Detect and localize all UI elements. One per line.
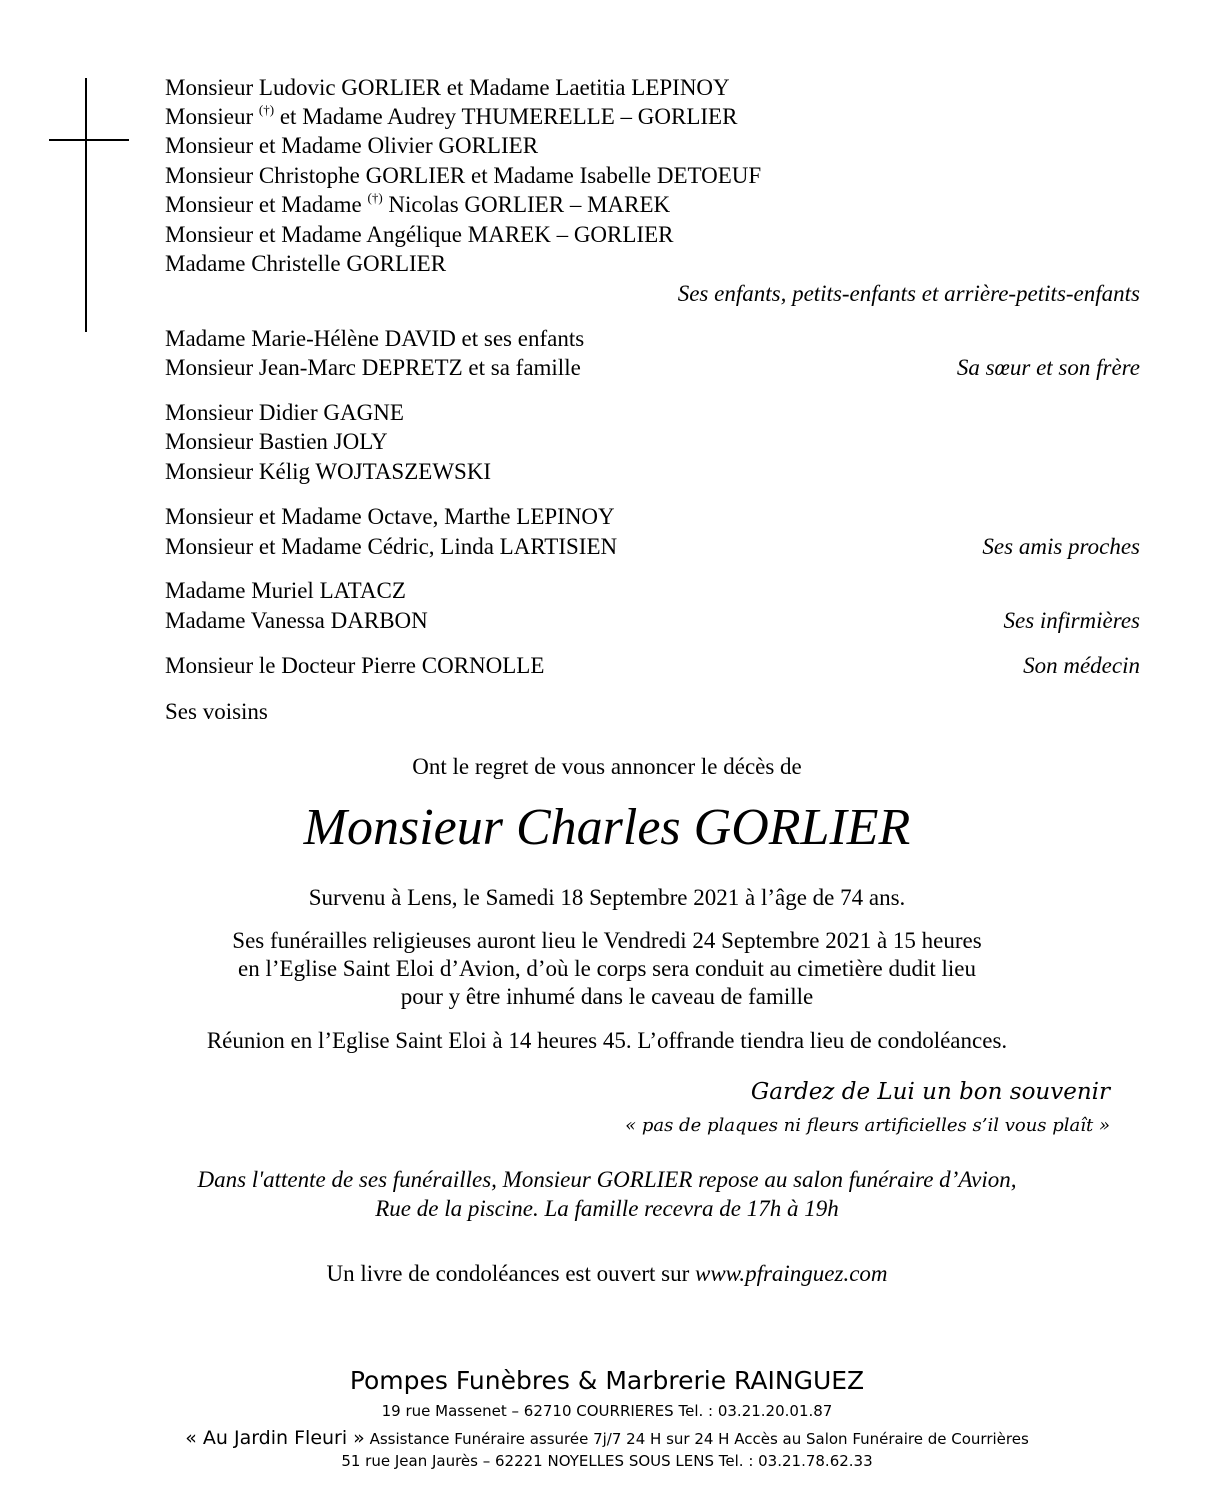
death-text: Survenu à Lens, le Samedi 18 Septembre 2021 à l’âge de 74 ans. <box>308 885 906 910</box>
family-line: Madame Christelle GORLIER <box>165 251 447 276</box>
relation-label: Sa sœur et son frère <box>956 355 1140 380</box>
family-line: Monsieur et Madame Cédric, Linda LARTISIEN <box>165 534 618 559</box>
family-line-part: et Madame Audrey THUMERELLE – GORLIER <box>279 104 738 129</box>
relation-label: Ses amis proches <box>982 534 1140 559</box>
family-line-part: Nicolas GORLIER – MAREK <box>388 192 671 217</box>
family-line: Monsieur Didier GAGNE <box>165 400 404 425</box>
company-name: Pompes Funèbres & Marbrerie RAINGUEZ <box>349 1366 865 1395</box>
services-line <box>0 1426 1214 1451</box>
family-line: Madame Vanessa DARBON <box>165 608 428 633</box>
services-text: Assistance Funéraire assurée 7j/7 24 H sur 24 H Accès au Salon Funéraire de Courrières <box>369 1430 1029 1448</box>
dagger-mark: (†) <box>258 102 275 117</box>
family-line-part: Monsieur <box>165 104 254 129</box>
family-line: Madame Muriel LATACZ <box>165 578 406 603</box>
dagger-mark: (†) <box>367 190 383 205</box>
family-line: Monsieur et Madame Angélique MAREK – GORLIER <box>165 222 674 247</box>
family-line: Ses voisins <box>165 699 268 724</box>
family-line: Monsieur le Docteur Pierre CORNOLLE <box>165 653 545 678</box>
deceased-name: Monsieur Charles GORLIER <box>303 799 911 856</box>
condolence-book-link[interactable]: www.pfrainguez.com <box>695 1261 888 1286</box>
meeting-text: Réunion en l’Eglise Saint Eloi à 14 heures 45. L’offrande tiendra lieu de condoléances. <box>206 1028 1008 1053</box>
rest-line: Dans l'attente de ses funérailles, Monsieur GORLIER repose au salon funéraire d’Avion, <box>197 1167 1017 1192</box>
family-line: Monsieur Bastien JOLY <box>165 429 388 454</box>
address-line: 51 rue Jean Jaurès – 62221 NOYELLES SOUS LENS Tel. : 03.21.78.62.33 <box>341 1452 873 1470</box>
relation-label: Son médecin <box>1023 653 1140 678</box>
family-line: Monsieur Ludovic GORLIER et Madame Laetitia LEPINOY <box>165 75 730 100</box>
family-line: Monsieur et Madame Olivier GORLIER <box>165 133 539 158</box>
jardin-fleuri: « Au Jardin Fleuri » <box>185 1427 365 1449</box>
condolence-book <box>0 1260 1214 1288</box>
relation-label: Ses infirmières <box>1003 608 1140 633</box>
cross-icon-bar <box>49 139 129 141</box>
rest-line: Rue de la piscine. La famille recevra de 17h à 19h <box>375 1196 839 1221</box>
family-line: Monsieur Christophe GORLIER et Madame Isabelle DETOEUF <box>165 163 762 188</box>
family-line: Monsieur Jean-Marc DEPRETZ et sa famille <box>165 355 581 380</box>
relation-label: Ses enfants, petits-enfants et arrière-petits-enfants <box>677 281 1140 306</box>
family-line-part: Monsieur et Madame <box>165 192 362 217</box>
family-line: Monsieur et Madame Octave, Marthe LEPINOY <box>165 504 615 529</box>
motto: Gardez de Lui un bon souvenir <box>750 1079 1110 1105</box>
condolence-book-text: Un livre de condoléances est ouvert sur <box>326 1261 690 1286</box>
family-line: Madame Marie-Hélène DAVID et ses enfants <box>165 326 585 351</box>
funeral-line: Ses funérailles religieuses auront lieu le Vendredi 24 Septembre 2021 à 15 heures <box>232 928 982 953</box>
cross-icon <box>85 78 87 332</box>
address-line: 19 rue Massenet – 62710 COURRIERES Tel. : 03.21.20.01.87 <box>381 1402 833 1420</box>
motto-note: « pas de plaques ni fleurs artificielles s’il vous plaît » <box>625 1115 1110 1136</box>
funeral-line: en l’Eglise Saint Eloi d’Avion, d’où le corps sera conduit au cimetière dudit lieu <box>238 956 976 981</box>
funeral-line: pour y être inhumé dans le caveau de famille <box>400 984 814 1009</box>
family-line <box>165 190 670 223</box>
family-line: Monsieur Kélig WOJTASZEWSKI <box>165 459 492 484</box>
intro-text: Ont le regret de vous annoncer le décès de <box>412 754 802 779</box>
